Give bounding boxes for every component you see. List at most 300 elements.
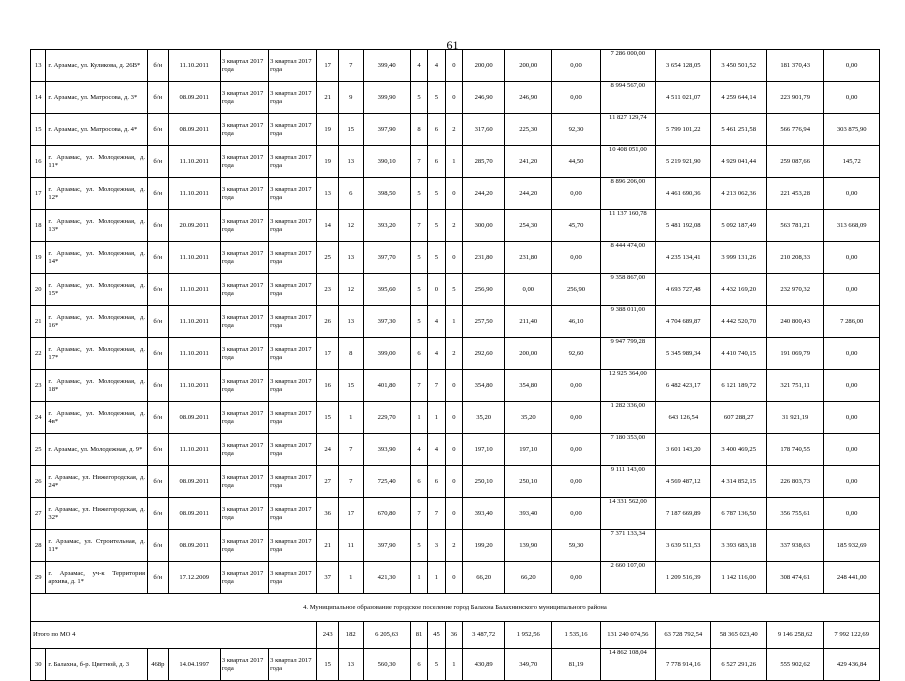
flats-private-cell: 4: [428, 50, 445, 82]
area-private-cell: 393,40: [505, 498, 552, 530]
flats-municipal-cell: 2: [445, 210, 462, 242]
resettled-count-cell: 7: [338, 466, 363, 498]
flats-municipal-cell: 0: [445, 242, 462, 274]
flats-total-cell: 7: [410, 370, 427, 402]
region-budget-cell: 3 999 131,26: [711, 242, 766, 274]
extra-funds-cell: 303 875,90: [824, 114, 880, 146]
flats-municipal-cell: 2: [445, 530, 462, 562]
cost-cell: 8 994 567,00: [600, 82, 655, 114]
total-row: [31, 622, 880, 649]
flats-total-cell: 7: [410, 498, 427, 530]
doc-number-cell: б/н: [148, 306, 169, 338]
doc-number-cell: б/н: [148, 466, 169, 498]
fund-cell: 5 345 989,34: [656, 338, 711, 370]
area-total-cell: 66,20: [463, 562, 505, 594]
flats-private-cell: 0: [428, 274, 445, 306]
demolition-period-cell: 3 квартал 2017 года: [269, 306, 317, 338]
area-total-cell: 246,90: [463, 82, 505, 114]
address-cell: г. Арзамас, ул. Молодежная, д. 18*: [46, 370, 148, 402]
section-title: 4. Муниципальное образование городское поселение город Балахна Балахнинского муниципального района: [31, 594, 880, 622]
date-cell: 11.10.2011: [168, 370, 220, 402]
planned-period-cell: 3 квартал 2017 года: [220, 114, 268, 146]
extra-funds-cell: 248 441,00: [824, 562, 880, 594]
total-label: Итого по МО 4: [31, 622, 317, 649]
total-area-cell: 6 205,63: [363, 622, 410, 649]
table-row: [31, 178, 880, 210]
region-budget-cell: 5 092 187,49: [711, 210, 766, 242]
extra-funds-cell: 0,00: [824, 178, 880, 210]
area-private-cell: 225,30: [505, 114, 552, 146]
area-private-cell: 246,90: [505, 82, 552, 114]
area-total-cell: 354,80: [463, 370, 505, 402]
area-total-cell: 300,00: [463, 210, 505, 242]
area-municipal-cell: 92,60: [552, 338, 600, 370]
row-number-cell: 19: [31, 242, 46, 274]
residents-count-cell: 23: [317, 274, 339, 306]
area-cell: 399,40: [363, 50, 410, 82]
region-budget-cell: 4 929 041,44: [711, 146, 766, 178]
area-municipal-cell: 44,50: [552, 146, 600, 178]
region-budget-cell: 3 400 469,25: [711, 434, 766, 466]
area-total-cell: 285,70: [463, 146, 505, 178]
area-cell: 399,00: [363, 338, 410, 370]
row-number-cell: 29: [31, 562, 46, 594]
flats-private-cell: 1: [428, 562, 445, 594]
area-cell: 390,10: [363, 146, 410, 178]
address-cell: г. Балахна, б-р. Цветной, д. 3: [46, 649, 148, 681]
total-v1-cell: 63 728 792,54: [656, 622, 711, 649]
flats-private-cell: 5: [428, 649, 445, 681]
area-cell: 229,70: [363, 402, 410, 434]
flats-municipal-cell: 1: [445, 306, 462, 338]
area-total-cell: 200,00: [463, 50, 505, 82]
flats-total-cell: 6: [410, 649, 427, 681]
row-number-cell: 15: [31, 114, 46, 146]
region-budget-cell: 6 527 291,26: [711, 649, 766, 681]
date-cell: 11.10.2011: [168, 274, 220, 306]
flats-total-cell: 7: [410, 210, 427, 242]
area-private-cell: 139,90: [505, 530, 552, 562]
extra-funds-cell: 0,00: [824, 82, 880, 114]
region-budget-cell: 4 432 169,20: [711, 274, 766, 306]
address-cell: г. Арзамас, ул. Молодежная, д. 15*: [46, 274, 148, 306]
extra-funds-cell: 185 932,69: [824, 530, 880, 562]
flats-private-cell: 7: [428, 498, 445, 530]
resettled-count-cell: 15: [338, 370, 363, 402]
area-total-cell: 430,89: [463, 649, 505, 681]
total-a1-cell: 3 487,72: [463, 622, 505, 649]
extra-funds-cell: 0,00: [824, 498, 880, 530]
date-cell: 14.04.1997: [168, 649, 220, 681]
cost-cell: 11 827 129,74: [600, 114, 655, 146]
table-row: [31, 562, 880, 594]
date-cell: 08.09.2011: [168, 466, 220, 498]
residents-count-cell: 17: [317, 50, 339, 82]
flats-private-cell: 4: [428, 306, 445, 338]
table-row: [31, 530, 880, 562]
resettled-count-cell: 8: [338, 338, 363, 370]
residents-count-cell: 21: [317, 82, 339, 114]
local-budget-cell: 321 751,11: [766, 370, 823, 402]
extra-funds-cell: 0,00: [824, 370, 880, 402]
address-cell: г. Арзамас, ул. Молодежная, д. 9*: [46, 434, 148, 466]
date-cell: 11.10.2011: [168, 338, 220, 370]
fund-cell: 4 461 690,36: [656, 178, 711, 210]
row-number-cell: 13: [31, 50, 46, 82]
area-cell: 397,70: [363, 242, 410, 274]
doc-number-cell: б/н: [148, 402, 169, 434]
total-c1-cell: 243: [317, 622, 339, 649]
area-municipal-cell: 0,00: [552, 50, 600, 82]
demolition-period-cell: 3 квартал 2017 года: [269, 178, 317, 210]
demolition-period-cell: 3 квартал 2017 года: [269, 402, 317, 434]
residents-count-cell: 37: [317, 562, 339, 594]
doc-number-cell: б/н: [148, 338, 169, 370]
residents-count-cell: 15: [317, 649, 339, 681]
resettled-count-cell: 13: [338, 306, 363, 338]
local-budget-cell: 356 755,61: [766, 498, 823, 530]
fund-cell: 3 601 143,20: [656, 434, 711, 466]
table-row: [31, 466, 880, 498]
area-private-cell: 354,80: [505, 370, 552, 402]
area-private-cell: 66,20: [505, 562, 552, 594]
area-municipal-cell: 0,00: [552, 178, 600, 210]
area-cell: 421,30: [363, 562, 410, 594]
date-cell: 11.10.2011: [168, 50, 220, 82]
residents-count-cell: 24: [317, 434, 339, 466]
local-budget-cell: 240 800,43: [766, 306, 823, 338]
doc-number-cell: б/н: [148, 498, 169, 530]
row-number-cell: 24: [31, 402, 46, 434]
residents-count-cell: 13: [317, 178, 339, 210]
flats-private-cell: 6: [428, 146, 445, 178]
flats-municipal-cell: 0: [445, 466, 462, 498]
flats-private-cell: 6: [428, 114, 445, 146]
table-row: [31, 402, 880, 434]
planned-period-cell: 3 квартал 2017 года: [220, 242, 268, 274]
cost-cell: 14 862 108,04: [600, 649, 655, 681]
area-private-cell: 241,20: [505, 146, 552, 178]
total-a3-cell: 1 535,16: [552, 622, 600, 649]
table-row: [31, 498, 880, 530]
extra-funds-cell: 429 436,84: [824, 649, 880, 681]
area-municipal-cell: 46,10: [552, 306, 600, 338]
region-budget-cell: 6 787 136,50: [711, 498, 766, 530]
doc-number-cell: б/н: [148, 530, 169, 562]
table-row: [31, 82, 880, 114]
demolition-period-cell: 3 квартал 2017 года: [269, 274, 317, 306]
flats-municipal-cell: 0: [445, 178, 462, 210]
demolition-period-cell: 3 квартал 2017 года: [269, 466, 317, 498]
area-cell: 560,30: [363, 649, 410, 681]
region-budget-cell: 4 442 520,70: [711, 306, 766, 338]
planned-period-cell: 3 квартал 2017 года: [220, 562, 268, 594]
cost-cell: 1 282 336,00: [600, 402, 655, 434]
fund-cell: 7 778 914,16: [656, 649, 711, 681]
date-cell: 11.10.2011: [168, 146, 220, 178]
fund-cell: 5 799 101,22: [656, 114, 711, 146]
date-cell: 08.09.2011: [168, 114, 220, 146]
fund-cell: 3 639 511,53: [656, 530, 711, 562]
date-cell: 20.09.2011: [168, 210, 220, 242]
area-municipal-cell: 0,00: [552, 466, 600, 498]
local-budget-cell: 210 208,33: [766, 242, 823, 274]
flats-private-cell: 7: [428, 370, 445, 402]
demolition-period-cell: 3 квартал 2017 года: [269, 562, 317, 594]
flats-municipal-cell: 2: [445, 338, 462, 370]
residents-count-cell: 19: [317, 146, 339, 178]
local-budget-cell: 232 970,32: [766, 274, 823, 306]
resettled-count-cell: 13: [338, 146, 363, 178]
flats-municipal-cell: 0: [445, 498, 462, 530]
table-row: [31, 274, 880, 306]
address-cell: г. Арзамас, ул. Нижегородская, д. 32*: [46, 498, 148, 530]
resettled-count-cell: 9: [338, 82, 363, 114]
region-budget-cell: 6 121 189,72: [711, 370, 766, 402]
resettled-count-cell: 12: [338, 274, 363, 306]
area-private-cell: 197,10: [505, 434, 552, 466]
area-total-cell: 256,90: [463, 274, 505, 306]
area-private-cell: 0,00: [505, 274, 552, 306]
resettled-count-cell: 12: [338, 210, 363, 242]
flats-municipal-cell: 0: [445, 402, 462, 434]
planned-period-cell: 3 квартал 2017 года: [220, 210, 268, 242]
planned-period-cell: 3 квартал 2017 года: [220, 370, 268, 402]
area-total-cell: 317,60: [463, 114, 505, 146]
flats-total-cell: 5: [410, 82, 427, 114]
cost-cell: 10 408 051,00: [600, 146, 655, 178]
total-v3-cell: 9 146 258,62: [766, 622, 823, 649]
flats-total-cell: 5: [410, 242, 427, 274]
planned-period-cell: 3 квартал 2017 года: [220, 338, 268, 370]
table-row: [31, 370, 880, 402]
area-cell: 401,80: [363, 370, 410, 402]
row-number-cell: 16: [31, 146, 46, 178]
region-budget-cell: 4 213 062,36: [711, 178, 766, 210]
doc-number-cell: б/н: [148, 242, 169, 274]
area-total-cell: 257,50: [463, 306, 505, 338]
demolition-period-cell: 3 квартал 2017 года: [269, 649, 317, 681]
resettlement-table: [30, 49, 880, 681]
page-number: 61: [446, 38, 459, 52]
planned-period-cell: 3 квартал 2017 года: [220, 498, 268, 530]
table-row: [31, 146, 880, 178]
demolition-period-cell: 3 квартал 2017 года: [269, 210, 317, 242]
extra-funds-cell: 313 668,09: [824, 210, 880, 242]
residents-count-cell: 17: [317, 338, 339, 370]
flats-total-cell: 6: [410, 338, 427, 370]
cost-cell: 9 358 867,00: [600, 274, 655, 306]
doc-number-cell: б/н: [148, 82, 169, 114]
table-row: [31, 210, 880, 242]
total-f1-cell: 81: [410, 622, 427, 649]
flats-municipal-cell: 1: [445, 146, 462, 178]
doc-number-cell: б/н: [148, 434, 169, 466]
area-cell: 397,90: [363, 114, 410, 146]
flats-private-cell: 3: [428, 530, 445, 562]
local-budget-cell: 555 902,62: [766, 649, 823, 681]
region-budget-cell: 4 259 644,14: [711, 82, 766, 114]
doc-number-cell: б/н: [148, 562, 169, 594]
date-cell: 08.09.2011: [168, 82, 220, 114]
resettled-count-cell: 15: [338, 114, 363, 146]
region-budget-cell: 3 450 501,52: [711, 50, 766, 82]
fund-cell: 4 235 134,41: [656, 242, 711, 274]
area-cell: 399,90: [363, 82, 410, 114]
cost-cell: 2 660 107,00: [600, 562, 655, 594]
row-number-cell: 20: [31, 274, 46, 306]
flats-total-cell: 7: [410, 146, 427, 178]
demolition-period-cell: 3 квартал 2017 года: [269, 338, 317, 370]
fund-cell: 1 209 516,39: [656, 562, 711, 594]
resettled-count-cell: 17: [338, 498, 363, 530]
table-row: [31, 50, 880, 82]
area-private-cell: 35,20: [505, 402, 552, 434]
address-cell: г. Арзамас, ул. Строительная, д. 11*: [46, 530, 148, 562]
resettled-count-cell: 7: [338, 50, 363, 82]
address-cell: г. Арзамас, ул. Молодежная, д. 17*: [46, 338, 148, 370]
fund-cell: 4 704 689,87: [656, 306, 711, 338]
region-budget-cell: 4 410 740,15: [711, 338, 766, 370]
residents-count-cell: 19: [317, 114, 339, 146]
area-private-cell: 211,40: [505, 306, 552, 338]
address-cell: г. Арзамас, уч-к Территория архива, д. 1*: [46, 562, 148, 594]
total-cost-cell: 131 240 074,56: [600, 622, 655, 649]
date-cell: 11.10.2011: [168, 434, 220, 466]
row-number-cell: 22: [31, 338, 46, 370]
demolition-period-cell: 3 квартал 2017 года: [269, 434, 317, 466]
planned-period-cell: 3 квартал 2017 года: [220, 434, 268, 466]
area-private-cell: 200,00: [505, 50, 552, 82]
extra-funds-cell: 0,00: [824, 242, 880, 274]
flats-private-cell: 5: [428, 82, 445, 114]
resettled-count-cell: 11: [338, 530, 363, 562]
cost-cell: 7 180 353,00: [600, 434, 655, 466]
area-cell: 725,40: [363, 466, 410, 498]
demolition-period-cell: 3 квартал 2017 года: [269, 146, 317, 178]
fund-cell: 7 187 669,89: [656, 498, 711, 530]
planned-period-cell: 3 квартал 2017 года: [220, 530, 268, 562]
planned-period-cell: 3 квартал 2017 года: [220, 402, 268, 434]
section-header-row: [31, 594, 880, 622]
table-row: [31, 242, 880, 274]
residents-count-cell: 25: [317, 242, 339, 274]
demolition-period-cell: 3 квартал 2017 года: [269, 242, 317, 274]
area-municipal-cell: 0,00: [552, 370, 600, 402]
fund-cell: 4 569 487,12: [656, 466, 711, 498]
planned-period-cell: 3 квартал 2017 года: [220, 274, 268, 306]
row-number-cell: 30: [31, 649, 46, 681]
date-cell: 11.10.2011: [168, 306, 220, 338]
doc-number-cell: 468р: [148, 649, 169, 681]
flats-private-cell: 4: [428, 434, 445, 466]
total-c2-cell: 182: [338, 622, 363, 649]
residents-count-cell: 27: [317, 466, 339, 498]
area-municipal-cell: 0,00: [552, 402, 600, 434]
local-budget-cell: 221 453,28: [766, 178, 823, 210]
row-number-cell: 21: [31, 306, 46, 338]
residents-count-cell: 36: [317, 498, 339, 530]
flats-total-cell: 6: [410, 466, 427, 498]
area-municipal-cell: 0,00: [552, 434, 600, 466]
extra-funds-cell: 0,00: [824, 50, 880, 82]
fund-cell: 4 511 021,07: [656, 82, 711, 114]
flats-municipal-cell: 0: [445, 370, 462, 402]
cost-cell: 9 111 143,00: [600, 466, 655, 498]
residents-count-cell: 21: [317, 530, 339, 562]
area-municipal-cell: 0,00: [552, 498, 600, 530]
resettled-count-cell: 1: [338, 402, 363, 434]
local-budget-cell: 308 474,61: [766, 562, 823, 594]
flats-municipal-cell: 0: [445, 82, 462, 114]
resettled-count-cell: 7: [338, 434, 363, 466]
doc-number-cell: б/н: [148, 146, 169, 178]
demolition-period-cell: 3 квартал 2017 года: [269, 114, 317, 146]
flats-total-cell: 1: [410, 402, 427, 434]
fund-cell: 6 482 423,17: [656, 370, 711, 402]
table-row: [31, 338, 880, 370]
area-municipal-cell: 256,90: [552, 274, 600, 306]
total-f3-cell: 36: [445, 622, 462, 649]
area-private-cell: 244,20: [505, 178, 552, 210]
region-budget-cell: 607 288,27: [711, 402, 766, 434]
cost-cell: 7 286 000,00: [600, 50, 655, 82]
table-row: [31, 114, 880, 146]
area-private-cell: 200,00: [505, 338, 552, 370]
area-municipal-cell: 59,30: [552, 530, 600, 562]
row-number-cell: 14: [31, 82, 46, 114]
extra-funds-cell: 7 286,00: [824, 306, 880, 338]
flats-municipal-cell: 1: [445, 649, 462, 681]
address-cell: г. Арзамас, ул. Нижегородская, д. 24*: [46, 466, 148, 498]
address-cell: г. Арзамас, ул. Молодежная, д. 16*: [46, 306, 148, 338]
address-cell: г. Арзамас, ул. Молодежная, д. 12*: [46, 178, 148, 210]
flats-municipal-cell: 0: [445, 562, 462, 594]
extra-funds-cell: 0,00: [824, 338, 880, 370]
area-cell: 393,90: [363, 434, 410, 466]
planned-period-cell: 3 квартал 2017 года: [220, 178, 268, 210]
area-total-cell: 199,20: [463, 530, 505, 562]
doc-number-cell: б/н: [148, 114, 169, 146]
cost-cell: 7 371 133,34: [600, 530, 655, 562]
extra-funds-cell: 0,00: [824, 434, 880, 466]
row-number-cell: 18: [31, 210, 46, 242]
cost-cell: 9 947 799,28: [600, 338, 655, 370]
row-number-cell: 17: [31, 178, 46, 210]
cost-cell: 14 331 562,00: [600, 498, 655, 530]
area-municipal-cell: 0,00: [552, 562, 600, 594]
area-total-cell: 231,80: [463, 242, 505, 274]
fund-cell: 643 126,54: [656, 402, 711, 434]
doc-number-cell: б/н: [148, 274, 169, 306]
flats-municipal-cell: 0: [445, 434, 462, 466]
area-private-cell: 231,80: [505, 242, 552, 274]
resettled-count-cell: 6: [338, 178, 363, 210]
demolition-period-cell: 3 квартал 2017 года: [269, 50, 317, 82]
doc-number-cell: б/н: [148, 178, 169, 210]
date-cell: 17.12.2009: [168, 562, 220, 594]
address-cell: г. Арзамас, ул. Куликова, д. 26В*: [46, 50, 148, 82]
residents-count-cell: 16: [317, 370, 339, 402]
area-municipal-cell: 45,70: [552, 210, 600, 242]
demolition-period-cell: 3 квартал 2017 года: [269, 530, 317, 562]
flats-total-cell: 5: [410, 530, 427, 562]
row-number-cell: 26: [31, 466, 46, 498]
demolition-period-cell: 3 квартал 2017 года: [269, 498, 317, 530]
doc-number-cell: б/н: [148, 210, 169, 242]
address-cell: г. Арзамас, ул. Молодежная, д. 11*: [46, 146, 148, 178]
address-cell: г. Арзамас, ул. Молодежная, д. 4в*: [46, 402, 148, 434]
